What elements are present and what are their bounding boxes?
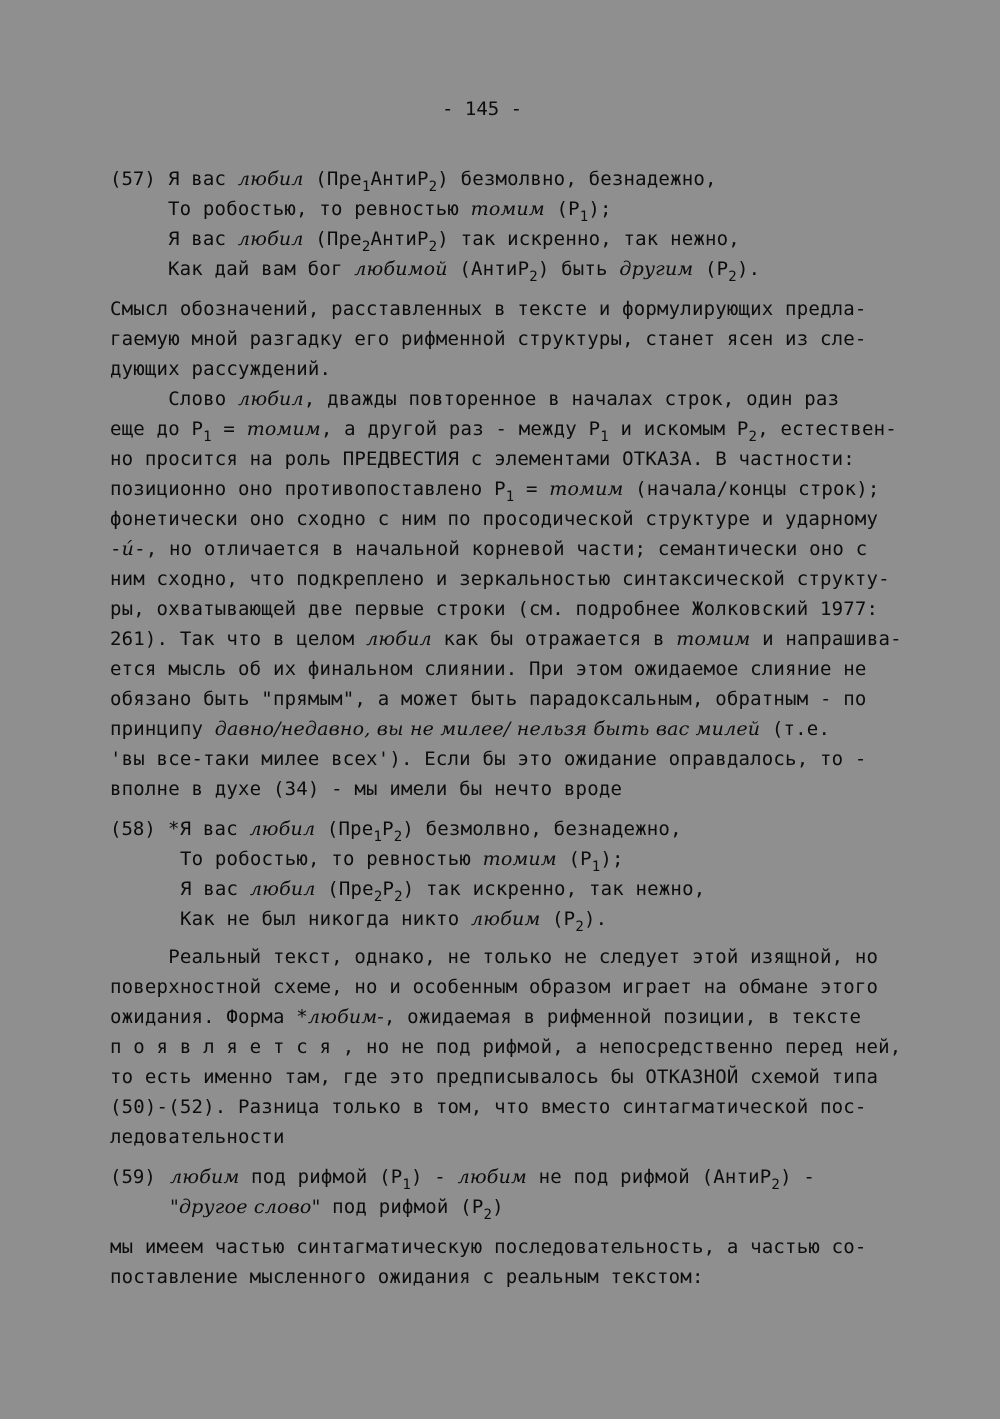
paragraph-2-line: обязано быть "прямым", а может быть парадоксальным, обратным - по bbox=[110, 688, 867, 710]
paragraph-1-line: дующих рассуждений. bbox=[110, 358, 332, 380]
paragraph-3-line: п о я в л я е т с я , но не под рифмой, а непосредственно перед ней, bbox=[110, 1036, 902, 1058]
example-57-line: Я вас любил (Пре$_2$АнтиР$_2$) так искренно, так нежно, bbox=[168, 228, 740, 255]
paragraph-2-line: фонетически оно сходно с ним по просодической структуре и ударному bbox=[110, 508, 879, 530]
paragraph-2-line: еще до $Р_1$ = томим, а другой раз - между $Р_1$ и искомым $Р_2$, естествен- bbox=[110, 418, 897, 445]
paragraph-2-line: позиционно оно противопоставлено $Р_1$ = томим (начала/концы строк); bbox=[110, 478, 880, 505]
paragraph-2-line: принципу давно/недавно, вы не милее/ нельзя быть вас милей (т.е. bbox=[110, 718, 831, 740]
paragraph-3-line: поверхностной схеме, но и особенным образом играет на обмане этого bbox=[110, 976, 879, 998]
paragraph-3-line: то есть именно там, где это предписывалось бы ОТКАЗНОЙ схемой типа bbox=[110, 1066, 879, 1088]
paragraph-2-line: -и́-, но отличается в начальной корневой части; семантически оно с bbox=[110, 538, 868, 560]
paragraph-2-line: 261). Так что в целом любил как бы отражается в томим и напрашива- bbox=[110, 628, 902, 650]
example-58-line: Как не был никогда никто любим $(Р_2)$. bbox=[180, 908, 608, 935]
paragraph-3-line: Реальный текст, однако, не только не следует этой изящной, но bbox=[110, 946, 879, 968]
paragraph-4-line: поставление мысленного ожидания с реальным текстом: bbox=[110, 1266, 704, 1288]
paragraph-2-line: Слово любил, дважды повторенное в началах строк, один раз bbox=[110, 388, 840, 410]
paragraph-2-line: но просится на роль ПРЕДВЕСТИЯ с элементами ОТКАЗА. В частности: bbox=[110, 448, 855, 470]
paragraph-2-line: ется мысль об их финальном слиянии. При этом ожидаемое слияние не bbox=[110, 658, 867, 680]
paragraph-1-line: Смысл обозначений, расставленных в тексте и формулирующих предла- bbox=[110, 298, 867, 320]
example-58-line: *Я вас любил $(Пре_1Р_2)$ безмолвно, безнадежно, bbox=[168, 818, 682, 845]
example-57-line: То робостью, то ревностью томим $(Р_1)$; bbox=[168, 198, 612, 225]
paragraph-4-line: мы имеем частью синтагматическую последовательность, а частью со- bbox=[110, 1236, 867, 1258]
paragraph-2-line: вполне в духе (34) - мы имели бы нечто вроде bbox=[110, 778, 623, 800]
example-59-line: любим под рифмой $(Р_1)$ - любим не под рифмой (АнтиР$_2$) - bbox=[170, 1166, 815, 1193]
paragraph-2-line: 'вы все-таки милее всех'). Если бы это ожидание оправдалось, то - bbox=[110, 748, 867, 770]
example-59-label: (59) bbox=[110, 1166, 156, 1188]
example-57-line: Я вас любил (Пре$_1$АнтиР$_2$) безмолвно, безнадежно, bbox=[168, 168, 717, 195]
example-59-line: "другое слово" под рифмой $(Р_2)$ bbox=[170, 1196, 504, 1223]
paragraph-2-line: ры, охватывающей две первые строки (см. подробнее Жолковский 1977: bbox=[110, 598, 879, 620]
paragraph-3-line: ледовательности bbox=[110, 1126, 285, 1148]
example-58-line: То робостью, то ревностью томим $(Р_1)$; bbox=[180, 848, 624, 875]
paragraph-3-line: (50)-(52). Разница только в том, что вместо синтагматической пос- bbox=[110, 1096, 867, 1118]
page-number: - 145 - bbox=[442, 98, 523, 120]
example-58-label: (58) bbox=[110, 818, 156, 840]
example-57-label: (57) bbox=[110, 168, 156, 190]
example-57-line: Как дай вам бог любимой (АнтиР$_2$) быть другим $(Р_2)$. bbox=[168, 258, 761, 285]
paragraph-1-line: гаемую мной разгадку его рифменной структуры, станет ясен из сле- bbox=[110, 328, 867, 350]
example-58-line: Я вас любил $(Пре_2Р_2)$ так искренно, так нежно, bbox=[180, 878, 706, 905]
paragraph-3-line: ожидания. Форма *любим-, ожидаемая в рифменной позиции, в тексте bbox=[110, 1006, 862, 1028]
paragraph-2-line: ним сходно, что подкреплено и зеркальностью синтаксической структу- bbox=[110, 568, 890, 590]
